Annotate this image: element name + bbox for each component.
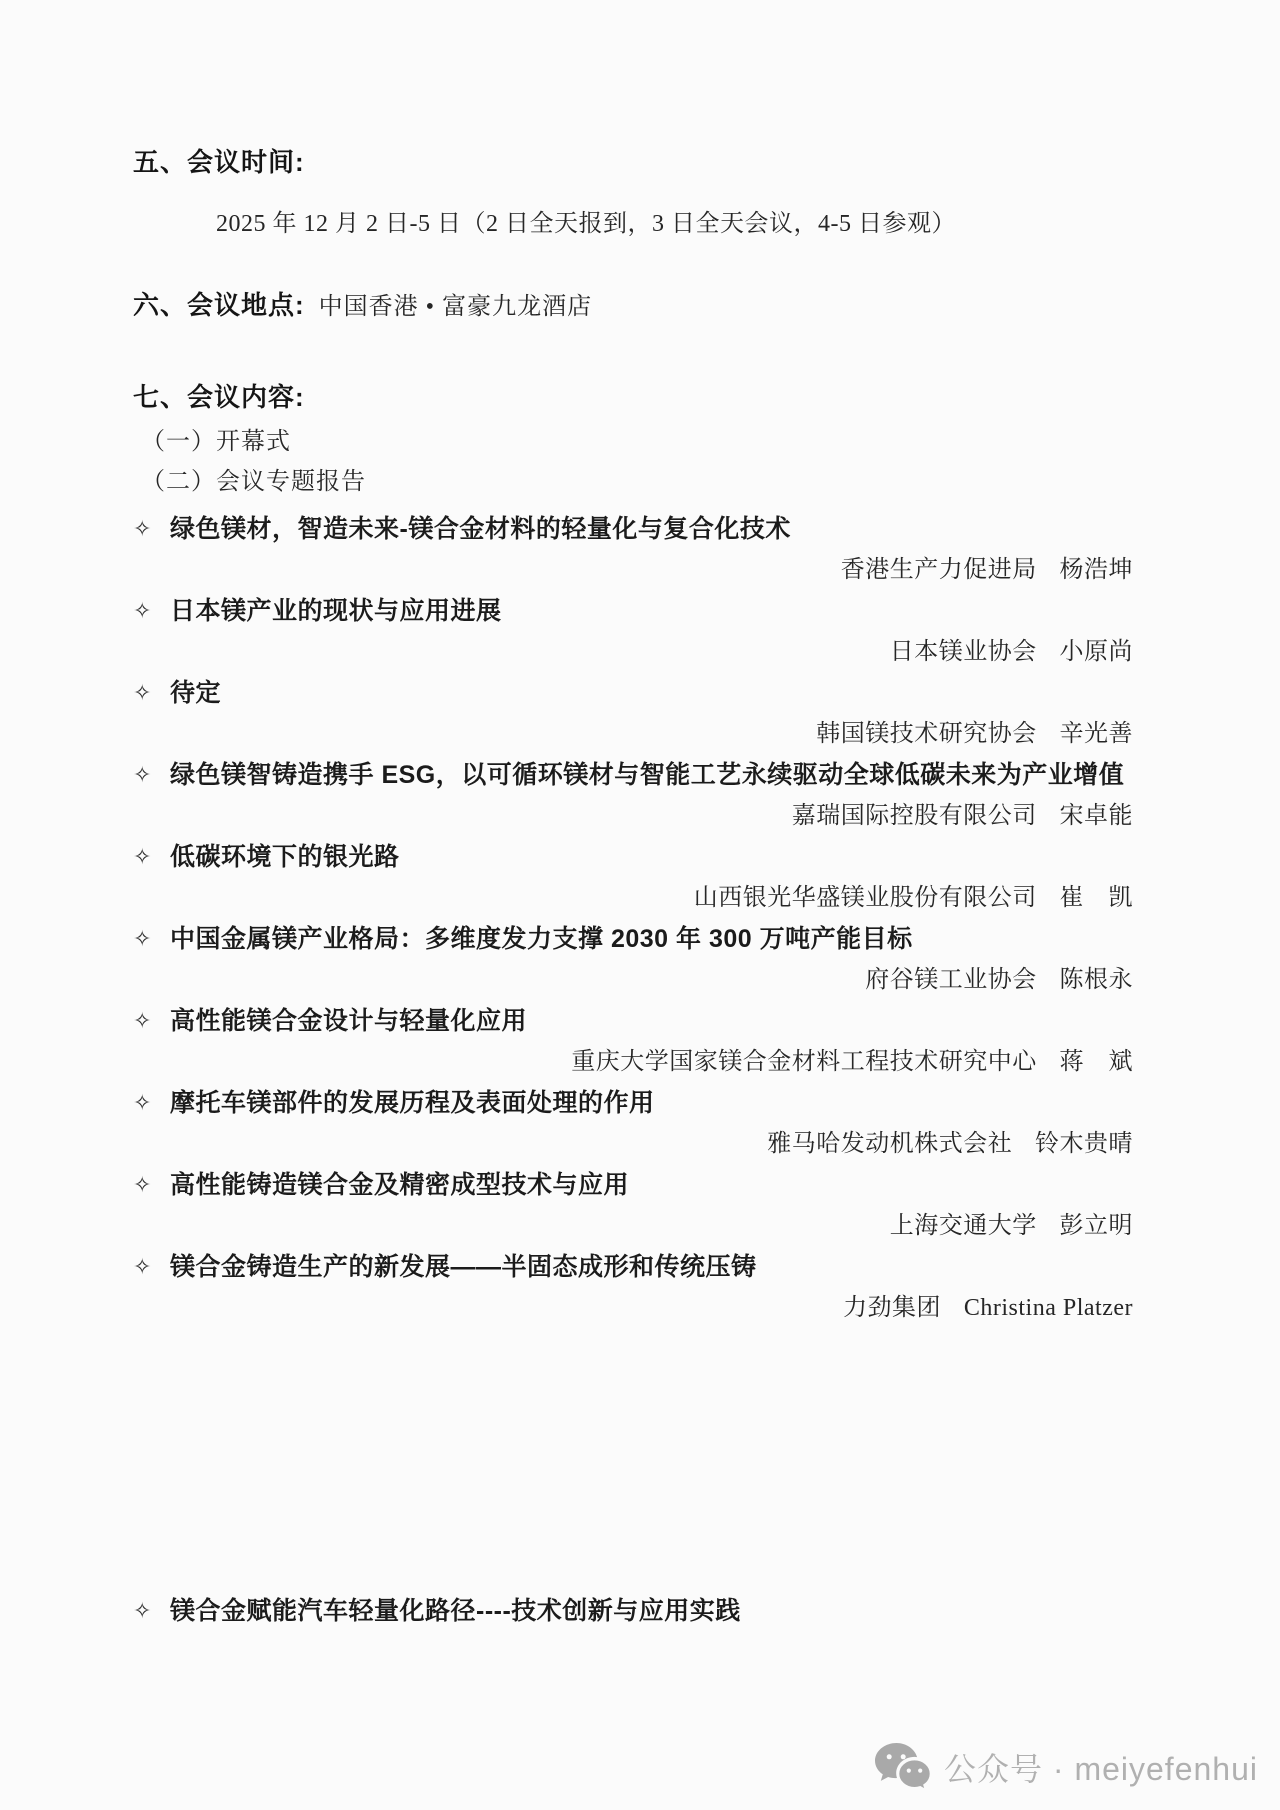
agenda-item bbox=[133, 1083, 1133, 1124]
section-heading-venue bbox=[133, 288, 1133, 324]
speaker: 蒋 斌 bbox=[1059, 1049, 1133, 1075]
agenda-item-title: 摩托车镁部件的发展历程及表面处理的作用 bbox=[170, 1089, 655, 1117]
diamond-bullet-icon: ✧ bbox=[133, 1255, 152, 1280]
agenda-item bbox=[133, 1247, 1133, 1288]
affiliation: 上海交通大学 bbox=[889, 1213, 1037, 1239]
diamond-bullet-icon: ✧ bbox=[133, 517, 152, 542]
wechat-icon bbox=[874, 1742, 932, 1792]
agenda-item-attribution bbox=[133, 960, 1133, 1001]
subsection-keynote-reports: （二）会议专题报告 bbox=[141, 469, 366, 495]
diamond-bullet-icon: ✧ bbox=[133, 1599, 152, 1624]
section-heading-content: 七、会议内容: bbox=[133, 382, 305, 412]
watermark-text: 公众号 · meiyefenhui bbox=[944, 1751, 1258, 1787]
affiliation: 力劲集团 bbox=[843, 1295, 942, 1321]
agenda-item-title: 日本镁产业的现状与应用进展 bbox=[170, 597, 502, 625]
affiliation: 嘉瑞国际控股有限公司 bbox=[791, 803, 1037, 829]
agenda-item bbox=[133, 509, 1133, 550]
agenda-item-title: 高性能镁合金设计与轻量化应用 bbox=[170, 1007, 528, 1035]
agenda-item-title: 高性能铸造镁合金及精密成型技术与应用 bbox=[170, 1171, 630, 1199]
diamond-bullet-icon: ✧ bbox=[133, 681, 152, 706]
agenda-item-attribution bbox=[133, 714, 1133, 755]
agenda-item-title: 中国金属镁产业格局：多维度发力支撑 2030 年 300 万吨产能目标 bbox=[170, 925, 913, 953]
agenda-item-attribution bbox=[133, 632, 1133, 673]
speaker: Christina Platzer bbox=[963, 1295, 1133, 1321]
section-heading-time: 五、会议时间: bbox=[133, 147, 305, 177]
diamond-bullet-icon: ✧ bbox=[133, 1091, 152, 1116]
subsection-opening-ceremony: （一）开幕式 bbox=[141, 429, 291, 455]
agenda-item bbox=[133, 919, 1133, 960]
speaker: 辛光善 bbox=[1059, 721, 1133, 747]
agenda-item bbox=[133, 1001, 1133, 1042]
agenda-item-title: 待定 bbox=[170, 679, 222, 707]
agenda-item-title: 镁合金赋能汽车轻量化路径----技术创新与应用实践 bbox=[170, 1597, 741, 1625]
speaker: 杨浩坤 bbox=[1059, 557, 1133, 583]
agenda-list bbox=[133, 509, 1133, 1632]
venue-heading-label: 六、会议地点: bbox=[133, 290, 305, 320]
conference-date: 2025 年 12 月 2 日-5 日（2 日全天报到，3 日全天会议，4-5 日参观） bbox=[216, 211, 956, 237]
speaker: 小原尚 bbox=[1059, 639, 1133, 665]
diamond-bullet-icon: ✧ bbox=[133, 927, 152, 952]
speaker: 崔 凯 bbox=[1059, 885, 1133, 911]
agenda-item-attribution bbox=[133, 1124, 1133, 1165]
agenda-item-title: 绿色镁智铸造携手 ESG，以可循环镁材与智能工艺永续驱动全球低碳未来为产业增值 bbox=[170, 761, 1125, 789]
diamond-bullet-icon: ✧ bbox=[133, 599, 152, 624]
agenda-item-attribution bbox=[133, 1288, 1133, 1329]
affiliation: 山西银光华盛镁业股份有限公司 bbox=[693, 885, 1037, 911]
agenda-item bbox=[133, 673, 1133, 714]
agenda-item bbox=[133, 837, 1133, 878]
affiliation: 重庆大学国家镁合金材料工程技术研究中心 bbox=[571, 1049, 1037, 1075]
agenda-item bbox=[133, 755, 1133, 796]
agenda-item-attribution bbox=[133, 878, 1133, 919]
venue-name: 中国香港 • 富豪九龙酒店 bbox=[318, 294, 593, 320]
agenda-item-attribution bbox=[133, 1042, 1133, 1083]
agenda-item bbox=[133, 1165, 1133, 1206]
agenda-item-title: 绿色镁材，智造未来-镁合金材料的轻量化与复合化技术 bbox=[170, 515, 791, 543]
speaker: 铃木贵晴 bbox=[1035, 1131, 1133, 1157]
agenda-item bbox=[133, 591, 1133, 632]
agenda-item bbox=[133, 1591, 1133, 1632]
affiliation: 香港生产力促进局 bbox=[840, 557, 1037, 583]
agenda-item-title: 镁合金铸造生产的新发展——半固态成形和传统压铸 bbox=[170, 1253, 757, 1281]
speaker: 宋卓能 bbox=[1059, 803, 1133, 829]
diamond-bullet-icon: ✧ bbox=[133, 763, 152, 788]
wechat-watermark bbox=[874, 1742, 1258, 1792]
agenda-item-attribution bbox=[133, 796, 1133, 837]
affiliation: 韩国镁技术研究协会 bbox=[816, 721, 1037, 747]
affiliation: 雅马哈发动机株式会社 bbox=[767, 1131, 1013, 1157]
diamond-bullet-icon: ✧ bbox=[133, 1173, 152, 1198]
speaker: 彭立明 bbox=[1059, 1213, 1133, 1239]
conference-agenda-document bbox=[133, 0, 1133, 1632]
agenda-item-attribution bbox=[133, 1206, 1133, 1247]
agenda-item-title: 低碳环境下的银光路 bbox=[170, 843, 400, 871]
affiliation: 日本镁业协会 bbox=[889, 639, 1037, 665]
affiliation: 府谷镁工业协会 bbox=[865, 967, 1037, 993]
speaker: 陈根永 bbox=[1059, 967, 1133, 993]
agenda-item-attribution bbox=[133, 550, 1133, 591]
diamond-bullet-icon: ✧ bbox=[133, 845, 152, 870]
diamond-bullet-icon: ✧ bbox=[133, 1009, 152, 1034]
